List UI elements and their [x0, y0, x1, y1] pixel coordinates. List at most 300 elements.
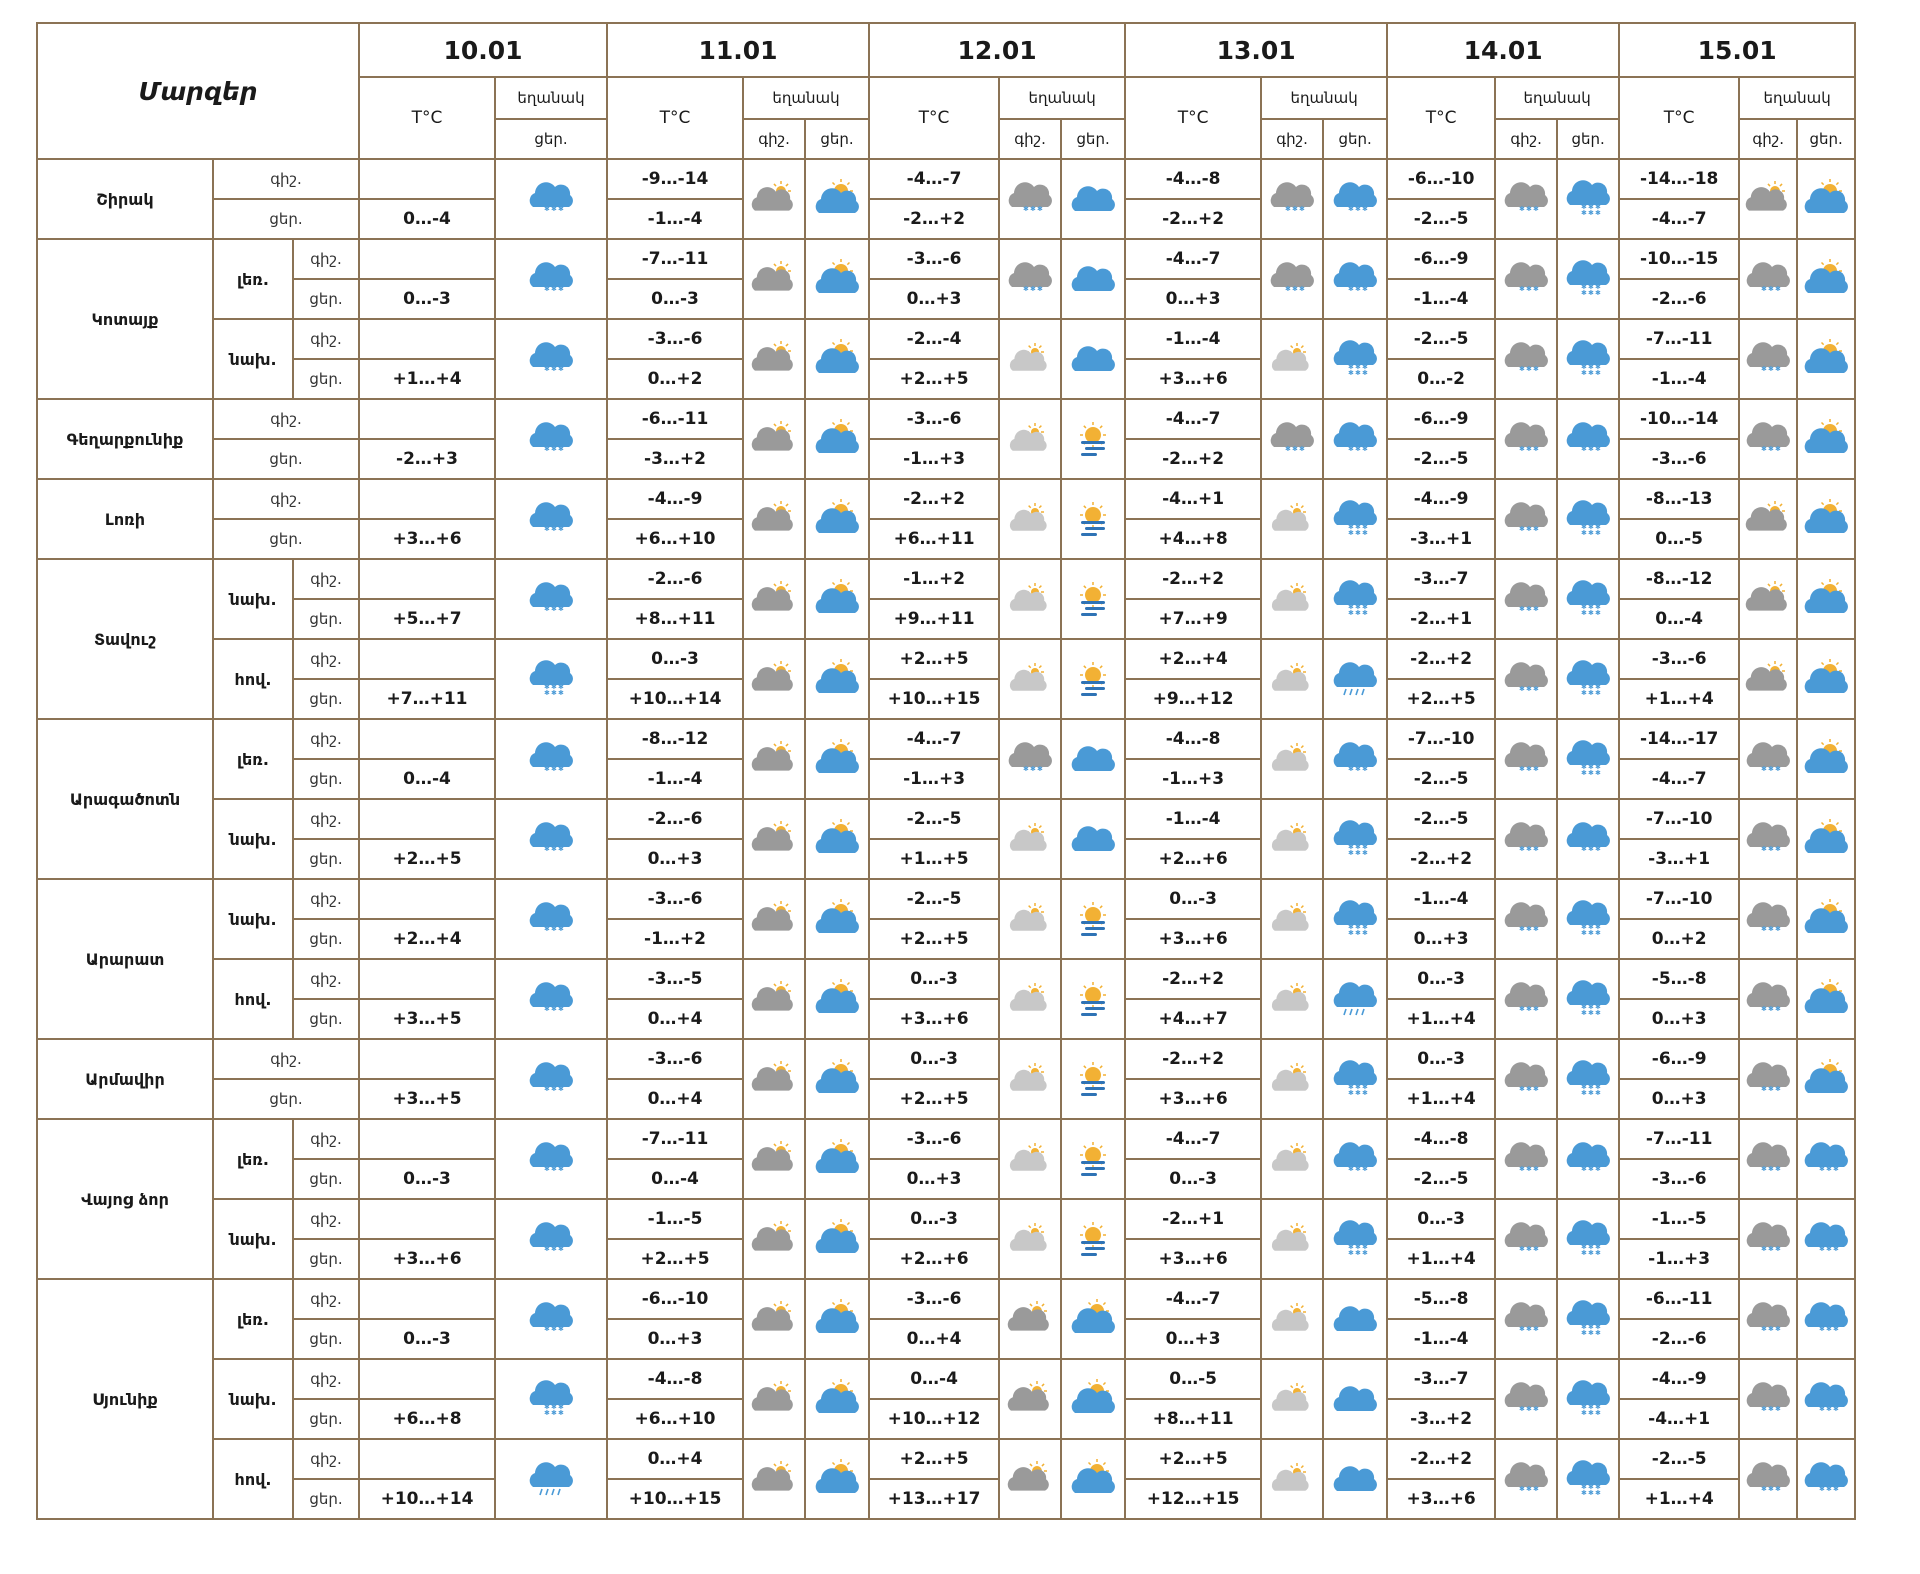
night-temp: -4…-7 — [1125, 1119, 1261, 1159]
svg-text:✱: ✱ — [558, 365, 564, 373]
day-temp: -4…-7 — [1619, 759, 1739, 799]
svg-text:✱: ✱ — [1581, 1483, 1588, 1491]
sun-cloud-icon — [1802, 749, 1850, 768]
sun-cloud-icon — [1802, 429, 1850, 448]
svg-text:✱: ✱ — [1588, 289, 1595, 297]
svg-text:✱: ✱ — [1595, 1323, 1602, 1331]
weather-cell — [495, 799, 607, 879]
svg-text:✱: ✱ — [1362, 1089, 1368, 1097]
svg-text:✱: ✱ — [1362, 523, 1368, 531]
svg-text:✱: ✱ — [551, 1165, 557, 1173]
weather-cell — [1495, 559, 1557, 639]
day-temp: -1…-4 — [1619, 359, 1739, 399]
svg-text:✱: ✱ — [1768, 445, 1775, 453]
day-temp: 0…-3 — [359, 279, 495, 319]
weather-cell — [495, 1279, 607, 1359]
svg-text:✱: ✱ — [1581, 1243, 1588, 1251]
svg-text:✱: ✱ — [1581, 609, 1588, 617]
night-temp: -4…+1 — [1125, 479, 1261, 519]
weather-cell — [999, 399, 1061, 479]
day-temp: -2…-5 — [1387, 199, 1495, 239]
night-temp — [359, 239, 495, 279]
day-temp: +6…+10 — [607, 519, 743, 559]
rain-cloud-icon — [527, 1469, 575, 1488]
svg-text:✱: ✱ — [1595, 289, 1602, 297]
sun-cloud-icon — [813, 349, 861, 368]
svg-text:✱: ✱ — [1581, 929, 1588, 937]
night-temp: -3…-6 — [607, 879, 743, 919]
snow-cloud-icon — [1802, 1469, 1850, 1493]
svg-text:✱: ✱ — [1362, 285, 1368, 293]
svg-text:✱: ✱ — [1519, 1405, 1525, 1413]
svg-text:✱: ✱ — [1595, 1329, 1602, 1337]
weather-cell — [1495, 959, 1557, 1039]
night-temp — [359, 1119, 495, 1159]
weather-cell — [1797, 719, 1855, 799]
svg-text:✱: ✱ — [1581, 283, 1588, 291]
night-temp: -2…+1 — [1125, 1199, 1261, 1239]
svg-text:✱: ✱ — [1526, 605, 1532, 613]
svg-text:✱: ✱ — [1595, 283, 1602, 291]
svg-text:✱: ✱ — [1526, 205, 1532, 213]
night-temp: -2…+2 — [1125, 559, 1261, 599]
weather-cell — [999, 1359, 1061, 1439]
svg-text:✱: ✱ — [1595, 209, 1602, 217]
day-temp: -1…-4 — [607, 199, 743, 239]
date-header: 14.01 — [1387, 23, 1619, 77]
svg-text:✱: ✱ — [1581, 1165, 1588, 1173]
day-label: ցեր. — [213, 1079, 359, 1119]
sun-fog-icon — [1069, 989, 1117, 1008]
svg-text:✱: ✱ — [1581, 289, 1588, 297]
date-header: 11.01 — [607, 23, 869, 77]
svg-text:✱: ✱ — [1355, 529, 1361, 537]
weather-cell — [1323, 479, 1387, 559]
day-temp: +6…+10 — [607, 1399, 743, 1439]
svg-text:✱: ✱ — [1362, 1083, 1368, 1091]
night-temp: -1…+2 — [869, 559, 999, 599]
day-temp: -2…+2 — [869, 199, 999, 239]
day-temp: +7…+9 — [1125, 599, 1261, 639]
partly-light-icon — [1268, 1069, 1316, 1088]
night-temp: -7…-11 — [1619, 319, 1739, 359]
sun-cloud-icon — [813, 509, 861, 528]
day-temp: -2…-5 — [1387, 1159, 1495, 1199]
svg-text:✱: ✱ — [551, 1325, 557, 1333]
night-label: գիշ. — [293, 799, 359, 839]
cloud-snow-gray-icon — [1744, 269, 1792, 293]
night-temp: -2…+2 — [1125, 959, 1261, 999]
svg-text:✱: ✱ — [1588, 769, 1595, 777]
svg-text:✱: ✱ — [1362, 1165, 1368, 1173]
weather-cell — [743, 1119, 805, 1199]
region-name: Արարատ — [37, 879, 213, 1039]
svg-text:✱: ✱ — [1588, 1249, 1595, 1257]
cloud-sun-icon — [1744, 669, 1792, 688]
weather-cell — [1557, 719, 1619, 799]
svg-text:✱: ✱ — [1533, 525, 1539, 533]
svg-text:✱: ✱ — [544, 205, 550, 213]
weather-cell — [805, 559, 869, 639]
sun-cloud-icon — [1802, 669, 1850, 688]
weather-cell — [1061, 1279, 1125, 1359]
weather-cell — [1797, 1279, 1855, 1359]
weather-cell — [495, 1439, 607, 1519]
day-temp: +2…+5 — [1387, 679, 1495, 719]
svg-text:✱: ✱ — [1023, 205, 1029, 213]
svg-text:✱: ✱ — [1588, 1483, 1595, 1491]
cloud-snow-gray-icon — [1268, 189, 1316, 213]
snow-cloud-icon — [1802, 1309, 1850, 1333]
weather-cell — [999, 319, 1061, 399]
svg-text:✱: ✱ — [544, 525, 550, 533]
svg-text:✱: ✱ — [1362, 923, 1368, 931]
weather-cell — [805, 1039, 869, 1119]
partly-light-icon — [1268, 1389, 1316, 1408]
svg-text:✱: ✱ — [544, 1409, 550, 1417]
rain-cloud-icon — [1331, 669, 1379, 688]
sun-cloud-icon — [1802, 189, 1850, 208]
night-temp: -4…-9 — [1387, 479, 1495, 519]
sun-cloud-icon — [813, 1309, 861, 1328]
sun-cloud-icon — [1802, 269, 1850, 288]
cloud-sun-icon — [1006, 1309, 1054, 1328]
cloud-blue-icon — [1069, 749, 1117, 768]
svg-text:✱: ✱ — [1533, 605, 1539, 613]
cloud-snow-gray-icon — [1744, 1069, 1792, 1093]
sun-fog-icon — [1069, 509, 1117, 528]
svg-text:✱: ✱ — [551, 689, 557, 697]
svg-text:✱: ✱ — [1519, 1325, 1525, 1333]
sun-cloud-icon — [813, 829, 861, 848]
table-row — [37, 799, 1855, 839]
svg-text:✱: ✱ — [1761, 365, 1768, 373]
night-temp — [359, 799, 495, 839]
cloud-sun-icon — [750, 189, 798, 208]
svg-text:✱: ✱ — [1775, 765, 1782, 773]
weather-cell — [999, 719, 1061, 799]
zone-name: հով. — [213, 959, 293, 1039]
weather-cell — [1323, 799, 1387, 879]
svg-text:✱: ✱ — [1588, 1489, 1595, 1497]
svg-text:✱: ✱ — [558, 845, 564, 853]
weather-cell — [495, 639, 607, 719]
day-temp: 0…-3 — [1125, 1159, 1261, 1199]
svg-text:✱: ✱ — [1588, 283, 1595, 291]
weather-cell — [1061, 319, 1125, 399]
weather-cell — [1739, 799, 1797, 879]
svg-text:✱: ✱ — [1348, 843, 1354, 851]
day-temp: -2…-6 — [1619, 279, 1739, 319]
night-temp: -7…-10 — [1619, 879, 1739, 919]
table-row — [37, 319, 1855, 359]
snow-heavy-icon — [1331, 829, 1379, 857]
night-temp: -3…-6 — [869, 239, 999, 279]
day-temp: -1…+3 — [869, 439, 999, 479]
weather-cell — [1323, 399, 1387, 479]
table-row — [37, 959, 1855, 999]
weather-cell — [1739, 1199, 1797, 1279]
cloud-blue-icon — [1331, 1389, 1379, 1408]
night-label: գիշ. — [293, 239, 359, 279]
cloud-snow-gray-icon — [1502, 589, 1550, 613]
weather-cell — [1261, 1199, 1323, 1279]
weather-cell — [1739, 239, 1797, 319]
partly-light-icon — [1268, 349, 1316, 368]
weather-cell — [1495, 1439, 1557, 1519]
svg-text:✱: ✱ — [1355, 849, 1361, 857]
night-label: գիշ. — [293, 1439, 359, 1479]
cloud-snow-gray-icon — [1744, 1149, 1792, 1173]
weather-cell — [1261, 479, 1323, 559]
weather-cell — [495, 1039, 607, 1119]
partly-light-icon — [1268, 749, 1316, 768]
sun-fog-icon — [1069, 589, 1117, 608]
day-temp: 0…+3 — [607, 839, 743, 879]
cloud-snow-gray-icon — [1006, 749, 1054, 773]
svg-text:✱: ✱ — [1768, 1005, 1775, 1013]
svg-text:✱: ✱ — [1533, 685, 1539, 693]
svg-text:✱: ✱ — [1355, 843, 1361, 851]
snow-cloud-icon — [527, 429, 575, 453]
weather-cell — [1557, 1439, 1619, 1519]
weather-cell — [805, 639, 869, 719]
weather-cell — [999, 799, 1061, 879]
cloud-sun-icon — [1006, 1389, 1054, 1408]
day-temp: 0…-4 — [607, 1159, 743, 1199]
day-temp: 0…+4 — [607, 999, 743, 1039]
snow-cloud-icon — [527, 349, 575, 373]
night-temp: -2…-5 — [1387, 319, 1495, 359]
day-temp: -2…-5 — [1387, 759, 1495, 799]
svg-text:✱: ✱ — [1595, 603, 1602, 611]
day-temp: 0…+3 — [1619, 999, 1739, 1039]
svg-text:✱: ✱ — [1299, 205, 1305, 213]
night-temp: 0…-3 — [869, 1039, 999, 1079]
snow-heavy-icon — [1564, 189, 1612, 217]
cloud-snow-gray-icon — [1502, 829, 1550, 853]
svg-text:✱: ✱ — [544, 1403, 550, 1411]
day-label: ցեր. — [293, 279, 359, 319]
cloud-snow-gray-icon — [1744, 909, 1792, 933]
svg-text:✱: ✱ — [1285, 205, 1291, 213]
zone-name: լեռ. — [213, 1279, 293, 1359]
svg-text:✱: ✱ — [1355, 765, 1361, 773]
svg-text:✱: ✱ — [1526, 1485, 1532, 1493]
weather-cell — [1261, 1119, 1323, 1199]
svg-text:✱: ✱ — [1819, 1325, 1826, 1333]
weather-cell — [1557, 879, 1619, 959]
partly-light-icon — [1006, 909, 1054, 928]
day-temp: +13…+17 — [869, 1479, 999, 1519]
weather-cell — [999, 879, 1061, 959]
night-temp — [359, 1439, 495, 1479]
svg-text:✱: ✱ — [1595, 1409, 1602, 1417]
zone-name: նախ. — [213, 319, 293, 399]
day-temp: -3…-6 — [1619, 1159, 1739, 1199]
weather-cell — [1061, 719, 1125, 799]
snow-cloud-icon — [1564, 829, 1612, 853]
weather-cell — [999, 959, 1061, 1039]
svg-text:✱: ✱ — [1526, 685, 1532, 693]
snow-cloud-icon — [527, 189, 575, 213]
svg-text:✱: ✱ — [1355, 1243, 1361, 1251]
night-temp: -8…-12 — [1619, 559, 1739, 599]
table-row — [37, 1039, 1855, 1079]
snow-cloud-icon — [1331, 429, 1379, 453]
svg-text:✱: ✱ — [1768, 1085, 1775, 1093]
night-temp — [359, 959, 495, 999]
svg-text:✱: ✱ — [1023, 765, 1029, 773]
svg-text:✱: ✱ — [1581, 1009, 1588, 1017]
weather-cell — [805, 1359, 869, 1439]
svg-text:✱: ✱ — [1588, 523, 1595, 531]
table-row — [37, 1279, 1855, 1319]
svg-text:✱: ✱ — [1348, 929, 1354, 937]
sun-cloud-icon — [813, 1389, 861, 1408]
snow-cloud-icon — [527, 829, 575, 853]
weather-cell — [805, 719, 869, 799]
weather-cell — [1797, 559, 1855, 639]
svg-text:✱: ✱ — [1581, 529, 1588, 537]
day-temp: -2…+2 — [1125, 199, 1261, 239]
sun-cloud-icon — [1069, 1309, 1117, 1328]
night-temp — [359, 879, 495, 919]
cloud-sun-icon — [750, 349, 798, 368]
svg-text:✱: ✱ — [1768, 925, 1775, 933]
svg-text:✱: ✱ — [551, 925, 557, 933]
svg-text:✱: ✱ — [1826, 1485, 1833, 1493]
svg-text:✱: ✱ — [1833, 1405, 1840, 1413]
weather-cell — [1495, 719, 1557, 799]
night-temp — [359, 639, 495, 679]
table-row — [37, 719, 1855, 759]
svg-text:✱: ✱ — [1355, 1089, 1361, 1097]
svg-text:✱: ✱ — [551, 1085, 557, 1093]
weather-cell — [1323, 719, 1387, 799]
night-temp — [359, 399, 495, 439]
day-temp: +3…+6 — [869, 999, 999, 1039]
svg-text:✱: ✱ — [544, 925, 550, 933]
day-temp: -2…-5 — [1387, 439, 1495, 479]
day-temp: +8…+11 — [607, 599, 743, 639]
svg-text:✱: ✱ — [1362, 205, 1368, 213]
cloud-sun-icon — [1744, 509, 1792, 528]
svg-text:✱: ✱ — [1595, 1003, 1602, 1011]
cloud-snow-gray-icon — [1502, 909, 1550, 933]
weather-cell — [743, 479, 805, 559]
svg-text:✱: ✱ — [1348, 363, 1354, 371]
partly-light-icon — [1268, 1229, 1316, 1248]
weather-cell — [1797, 479, 1855, 559]
date-header: 10.01 — [359, 23, 607, 77]
svg-text:✱: ✱ — [1348, 1089, 1354, 1097]
cloud-snow-gray-icon — [1744, 749, 1792, 773]
snow-heavy-icon — [527, 1389, 575, 1417]
svg-text:✱: ✱ — [1588, 1083, 1595, 1091]
region-name: Արագածոտն — [37, 719, 213, 879]
cloud-snow-gray-icon — [1502, 669, 1550, 693]
sun-fog-icon — [1069, 669, 1117, 688]
table-row — [37, 1119, 1855, 1159]
snow-heavy-icon — [1564, 1069, 1612, 1097]
night-temp: -3…-5 — [607, 959, 743, 999]
svg-text:✱: ✱ — [1595, 609, 1602, 617]
svg-text:✱: ✱ — [1761, 1165, 1768, 1173]
weather-cell — [743, 879, 805, 959]
day-temp: -1…+2 — [607, 919, 743, 959]
svg-text:✱: ✱ — [558, 1165, 564, 1173]
weather-cell — [495, 559, 607, 639]
weather-cell — [1797, 799, 1855, 879]
svg-text:✱: ✱ — [1362, 1249, 1368, 1257]
svg-text:✱: ✱ — [1030, 765, 1036, 773]
svg-text:✱: ✱ — [1355, 1165, 1361, 1173]
svg-text:✱: ✱ — [558, 765, 564, 773]
svg-text:✱: ✱ — [544, 445, 550, 453]
snow-cloud-icon — [1331, 1149, 1379, 1173]
weather-cell — [1495, 239, 1557, 319]
cloud-snow-gray-icon — [1006, 189, 1054, 213]
partly-light-icon — [1268, 509, 1316, 528]
cloud-sun-icon — [750, 909, 798, 928]
svg-text:✱: ✱ — [1595, 1083, 1602, 1091]
table-row — [37, 479, 1855, 519]
cloud-snow-gray-icon — [1744, 1469, 1792, 1493]
cloud-snow-gray-icon — [1744, 1389, 1792, 1413]
night-temp: -3…-7 — [1387, 559, 1495, 599]
weather-cell — [1261, 1359, 1323, 1439]
day-temp: +2…+5 — [607, 1239, 743, 1279]
svg-text:✱: ✱ — [544, 605, 550, 613]
night-temp — [359, 559, 495, 599]
weather-cell — [1739, 1279, 1797, 1359]
svg-text:✱: ✱ — [1526, 845, 1532, 853]
weather-cell — [1739, 1039, 1797, 1119]
svg-text:✱: ✱ — [1348, 923, 1354, 931]
weather-header: եղանակ — [1261, 77, 1387, 119]
night-temp: -4…-7 — [1125, 1279, 1261, 1319]
weather-cell — [1797, 879, 1855, 959]
night-header: գիշ. — [999, 119, 1061, 159]
day-temp: +10…+15 — [869, 679, 999, 719]
svg-text:✱: ✱ — [1362, 445, 1368, 453]
svg-text:✱: ✱ — [1362, 765, 1368, 773]
day-temp: -2…+3 — [359, 439, 495, 479]
svg-text:✱: ✱ — [1581, 363, 1588, 371]
cloud-snow-gray-icon — [1502, 989, 1550, 1013]
night-temp: -2…-6 — [607, 559, 743, 599]
weather-cell — [1797, 399, 1855, 479]
weather-cell — [1495, 399, 1557, 479]
night-temp: -2…-5 — [869, 799, 999, 839]
svg-text:✱: ✱ — [1533, 845, 1539, 853]
night-temp: -1…-5 — [607, 1199, 743, 1239]
night-label: գիշ. — [293, 559, 359, 599]
table-row — [37, 399, 1855, 439]
weather-cell — [1797, 1119, 1855, 1199]
svg-text:✱: ✱ — [558, 1005, 564, 1013]
zone-name: հով. — [213, 1439, 293, 1519]
night-temp: -3…-6 — [869, 1119, 999, 1159]
svg-text:✱: ✱ — [1292, 445, 1298, 453]
partly-light-icon — [1268, 909, 1316, 928]
svg-text:✱: ✱ — [1348, 205, 1354, 213]
night-temp: +2…+5 — [869, 1439, 999, 1479]
day-temp: -3…+2 — [607, 439, 743, 479]
snow-heavy-icon — [1564, 989, 1612, 1017]
cloud-snow-gray-icon — [1502, 1389, 1550, 1413]
